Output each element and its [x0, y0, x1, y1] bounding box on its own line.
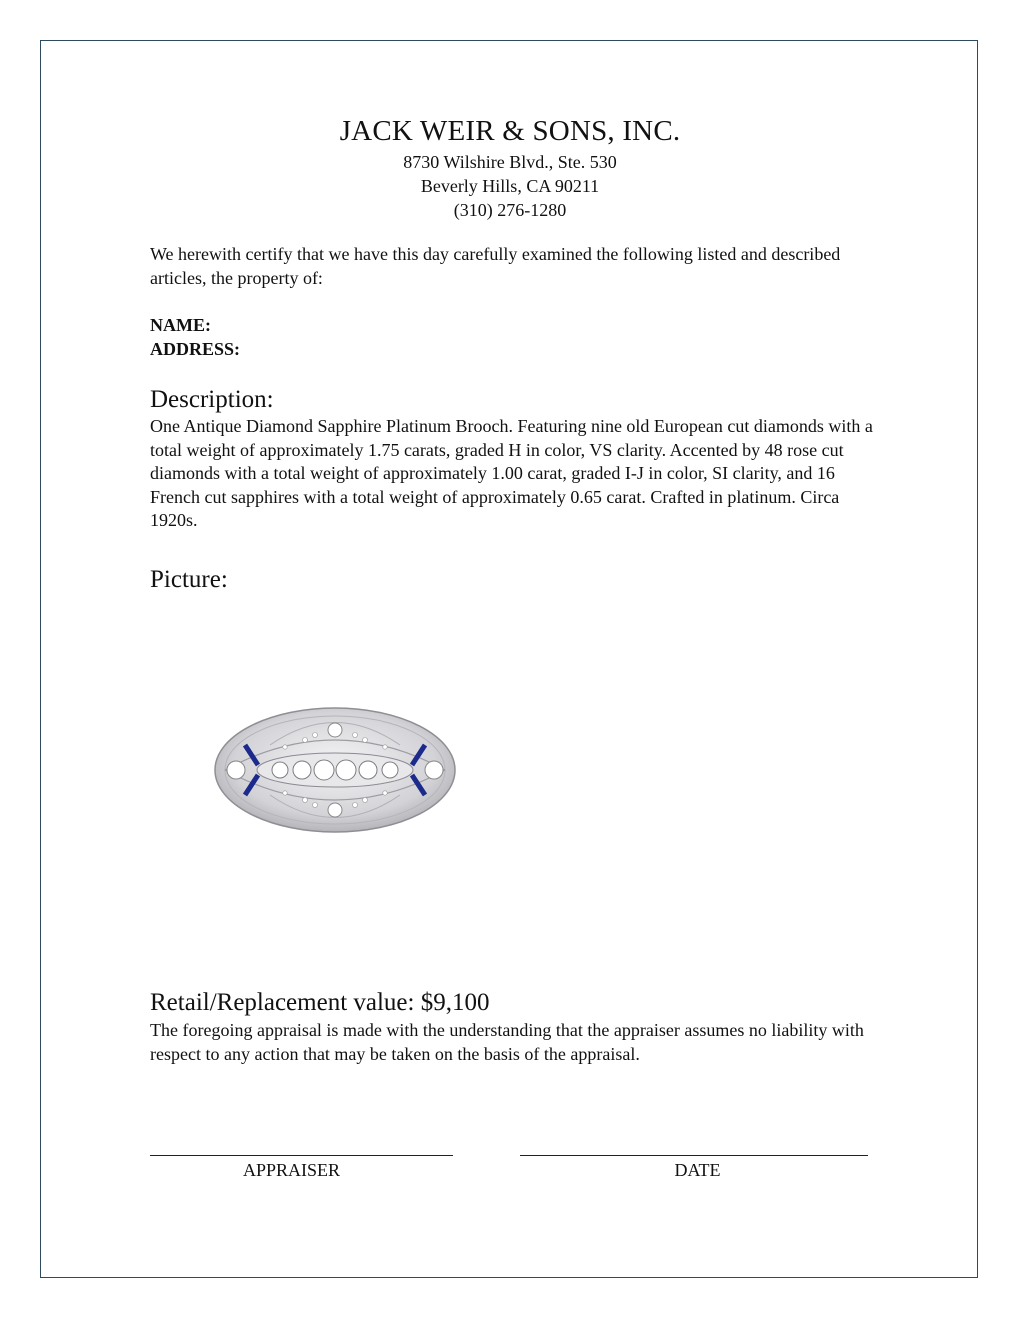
description-heading: Description: [150, 386, 274, 413]
company-address-line2: Beverly Hills, CA 90211 [420, 176, 600, 196]
description-text: One Antique Diamond Sapphire Platinum Brooch. Featuring nine old European cut diamonds with a total weight of approximately 1.75 carats, graded H in color, VS clarity. Accented by 48 rose cut diamonds with a total weight of approximately 1.00 carat, graded I-J in color, SI clarity, and 16 French cut sapphires with a total weight of approximately 0.65 carat. Crafted in platinum. Circa 1920s. [150, 416, 873, 530]
company-phone: (310) 276-1280 [453, 200, 567, 220]
owner-block [150, 313, 875, 361]
appraiser-signature-line [150, 1155, 453, 1156]
picture-heading: Picture: [150, 566, 228, 593]
company-address-line1: 8730 Wilshire Blvd., Ste. 530 [403, 152, 617, 172]
document-border [40, 40, 978, 1278]
disclaimer-text: The foregoing appraisal is made with the understanding that the appraiser assumes no liability with respect to any action that may be taken on the basis of the appraisal. [150, 1020, 864, 1064]
value-heading: Retail/Replacement value: $9,100 [150, 989, 490, 1016]
brooch-image [210, 705, 460, 835]
date-signature-line [520, 1155, 868, 1156]
appraiser-label: APPRAISER [242, 1160, 341, 1180]
certification-text: We herewith certify that we have this day carefully examined the following listed and described articles, the property of: [150, 244, 841, 288]
name-label: NAME: [150, 315, 211, 335]
address-label: ADDRESS: [150, 339, 241, 359]
letterhead [0, 112, 1020, 222]
company-name: JACK WEIR & SONS, INC. [339, 115, 681, 147]
date-label: DATE [674, 1160, 721, 1180]
